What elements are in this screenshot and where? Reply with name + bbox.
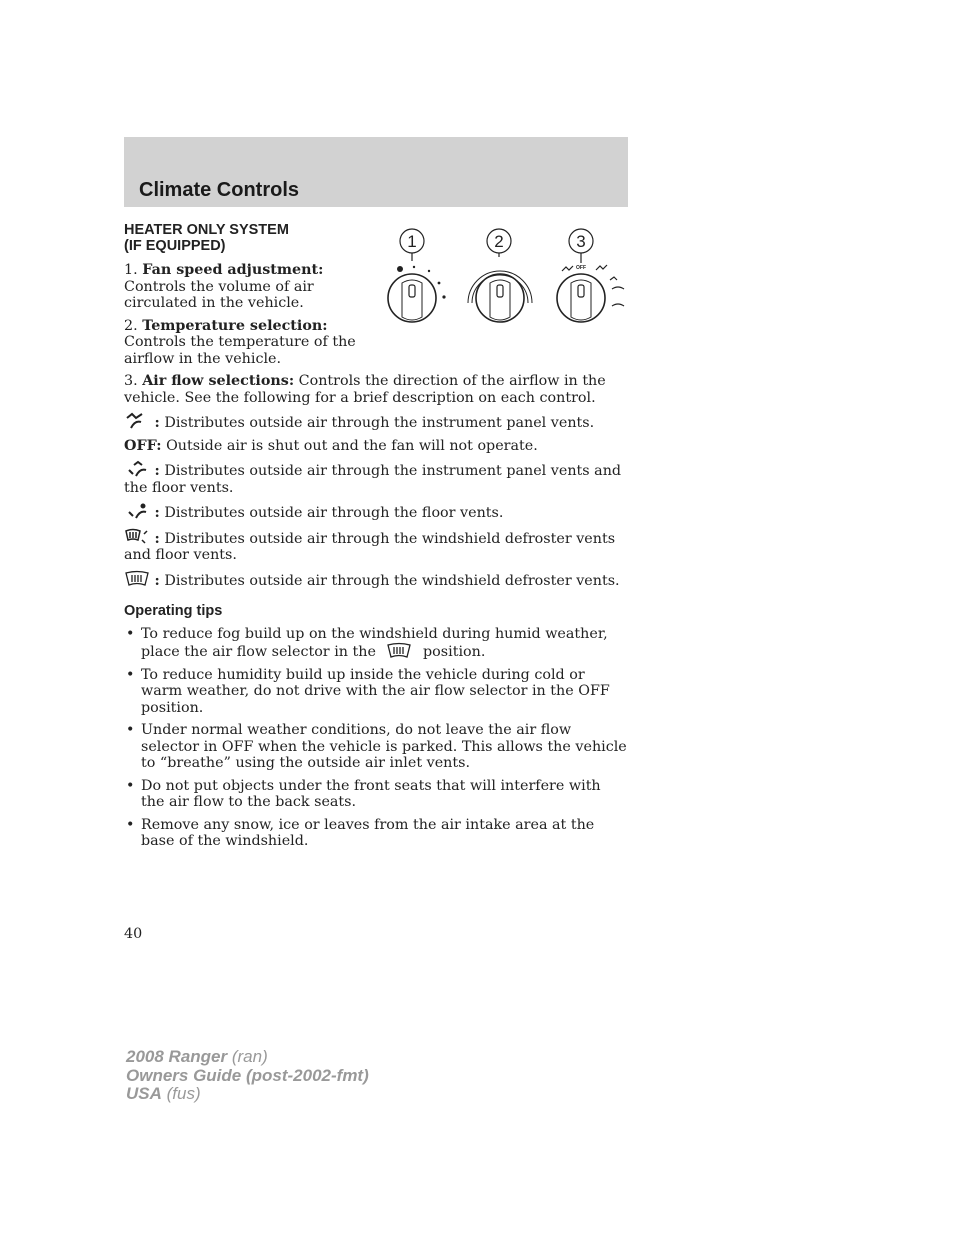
control-air-flow: 3. Air flow selections: Controls the direction of the airflow in the vehicle. See the following for a brief description on each control.: [124, 373, 606, 406]
footer-line-1: 2008 Ranger (ran): [126, 1047, 268, 1066]
mode-floor: : Distributes outside air through the floor vents.: [124, 502, 628, 522]
defrost-floor-icon: [124, 528, 150, 546]
control-fan-speed: 1. Fan speed adjustment: Controls the volume of air circulated in the vehicle.: [124, 262, 324, 311]
mode-panel-floor: : Distributes outside air through the instrument panel vents and the floor vents.: [124, 460, 628, 496]
document-footer: [126, 1048, 369, 1104]
page-title: Climate Controls: [139, 179, 300, 201]
callout-3-label: 3: [576, 232, 586, 251]
mode-panel: : Distributes outside air through the instrument panel vents.: [124, 412, 628, 432]
main-content: [124, 220, 628, 856]
mode-off: OFF: Outside air is shut out and the fan will not operate.: [124, 437, 538, 454]
list-item: • To reduce humidity build up inside the vehicle during cold or warm weather, do not drive with the air flow selector in the OFF position.: [126, 666, 610, 716]
mode-defrost: : Distributes outside air through the windshield defroster vents.: [124, 570, 628, 590]
footer-line-2: Owners Guide (post-2002-fmt): [126, 1065, 369, 1085]
control-temperature: 2. Temperature selection: Controls the temperature of the airflow in the vehicle.: [124, 317, 356, 367]
header-band: [124, 137, 628, 207]
callout-2-label: 2: [494, 232, 504, 251]
mode-defrost-floor: : Distributes outside air through the windshield defroster vents and floor vents.: [124, 528, 628, 564]
list-item: • Do not put objects under the front seats that will interfere with the air flow to the back seats.: [126, 777, 601, 810]
floor-vent-icon: [124, 502, 150, 520]
panel-vent-icon: [124, 412, 150, 430]
list-item: • Under normal weather conditions, do not leave the air flow selector in OFF when the vehicle is parked. This allows the vehicle to “breathe” using the outside air inlet vents.: [126, 722, 627, 771]
page-number: 40: [124, 926, 143, 942]
section-heading: HEATER ONLY SYSTEM (IF EQUIPPED): [124, 222, 289, 254]
operating-tips-list: [124, 626, 628, 850]
off-label: OFF: [576, 265, 586, 271]
list-item: • Remove any snow, ice or leaves from the air intake area at the base of the windshield.: [126, 816, 595, 849]
panel-floor-icon: [124, 460, 150, 478]
list-item: • To reduce fog build up on the windshield during humid weather, place the air flow selector in the position.: [126, 625, 608, 660]
operating-tips-heading: Operating tips: [124, 603, 223, 619]
defrost-icon: [386, 642, 412, 660]
callout-1-label: 1: [407, 232, 417, 251]
footer-line-3: USA (fus): [126, 1084, 201, 1103]
defrost-icon: [124, 570, 150, 588]
